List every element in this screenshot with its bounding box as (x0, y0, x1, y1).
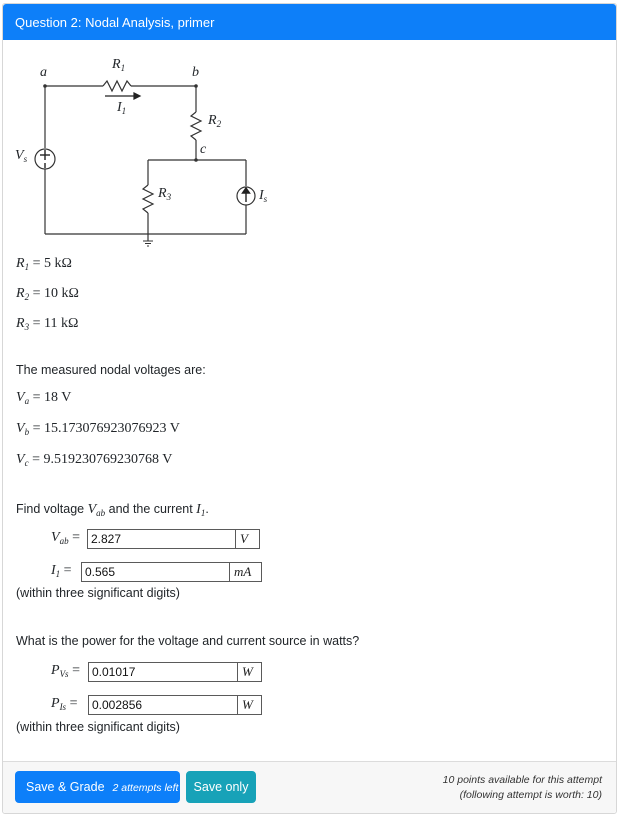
points-line-2: (following attempt is worth: 10) (459, 789, 602, 801)
part1-prompt: Find voltage $V_{ab}$ and the current $I_1$. (16, 502, 209, 518)
vab-input[interactable]: 2.827 (87, 529, 236, 549)
vab-unit: V (236, 529, 260, 549)
i1-answer-label: $I_1$ = (51, 563, 72, 579)
r2-label: $R_2$ (208, 113, 222, 129)
part2-note: (within three significant digits) (16, 720, 180, 734)
ground-icon (143, 241, 153, 246)
part2-prompt: What is the power for the voltage and current source in watts? (16, 634, 360, 648)
pis-unit: W (238, 695, 262, 715)
node-a-dot (43, 84, 47, 88)
i1-unit: mA (230, 562, 262, 582)
node-a-label: a (40, 65, 47, 80)
node-c-label: c (200, 142, 207, 157)
pvs-unit: W (238, 662, 262, 682)
pvs-label: $P_{Vs}$ = (51, 663, 80, 679)
i1-label: $I_1$ (117, 100, 127, 116)
voltage-vc: $V_c = 9.519230769230768$ V (16, 452, 173, 468)
part1-note: (within three significant digits) (16, 586, 180, 600)
given-r2: $R_2 = 10$ kΩ (16, 286, 79, 302)
i1-input[interactable]: 0.565 (81, 562, 230, 582)
node-c-dot (194, 158, 198, 162)
given-r1: $R_1 = 5$ kΩ (16, 256, 72, 272)
pvs-input[interactable]: 0.01017 (88, 662, 238, 682)
r1-label: $R_1$ (112, 57, 126, 73)
question-card (2, 3, 617, 814)
pis-label: $P_{Is}$ = (51, 696, 78, 712)
voltage-va: $V_a = 18$ V (16, 390, 72, 406)
pis-input[interactable]: 0.002856 (88, 695, 238, 715)
arrow-up-icon (243, 188, 250, 202)
question-title: Question 2: Nodal Analysis, primer (15, 15, 215, 30)
save-grade-button[interactable] (15, 771, 180, 803)
r3-label: $R_3$ (158, 186, 172, 202)
node-b-label: b (192, 65, 199, 80)
node-b-dot (194, 84, 198, 88)
measured-intro: The measured nodal voltages are: (16, 363, 206, 377)
circuit-diagram (3, 40, 303, 265)
points-line-1: 10 points available for this attempt (442, 774, 602, 786)
resistor-r3 (143, 185, 153, 213)
question-footer (3, 761, 616, 813)
arrow-right-icon (105, 93, 140, 99)
save-grade-label: Save & Grade (26, 780, 105, 794)
plus-minus-icon (40, 150, 50, 168)
resistor-r1 (103, 81, 131, 91)
points-note (443, 773, 602, 803)
save-only-button[interactable]: Save only (186, 771, 256, 803)
resistor-r2 (191, 112, 201, 140)
vab-label: $V_{ab}$ = (51, 530, 80, 546)
is-label: $I_s$ (259, 188, 268, 204)
given-r3: $R_3 = 11$ kΩ (16, 316, 79, 332)
vs-label: $V_s$ (15, 148, 28, 164)
voltage-vb: $V_b = 15.173076923076923$ V (16, 421, 180, 437)
question-header (3, 4, 616, 40)
attempts-left-label: 2 attempts left (112, 782, 179, 794)
